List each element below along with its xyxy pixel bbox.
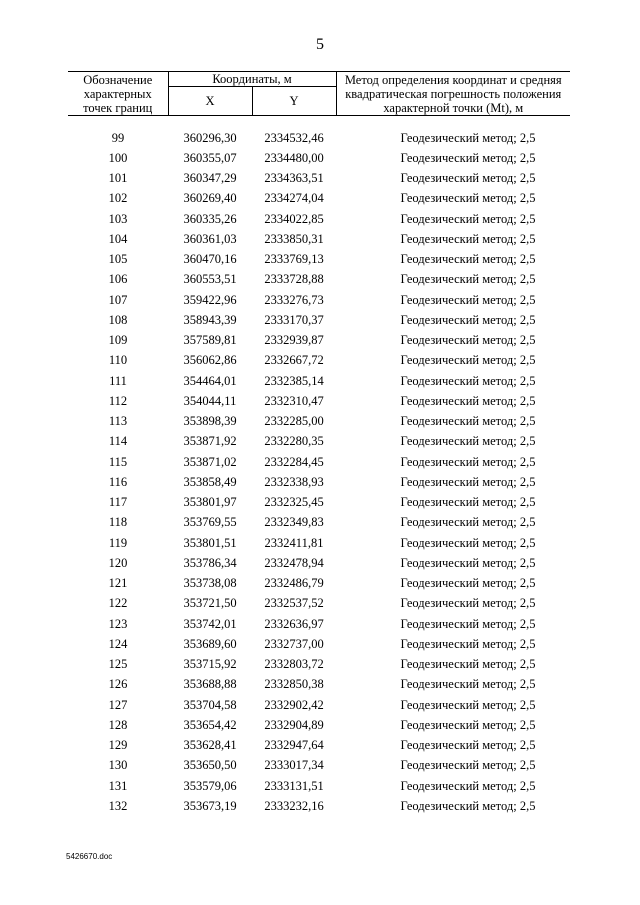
method-cell: Геодезический метод; 2,5 bbox=[400, 252, 536, 267]
x-cell: 353738,08 bbox=[183, 576, 237, 591]
method-cell: Геодезический метод; 2,5 bbox=[400, 333, 536, 348]
y-cell: 2334022,85 bbox=[264, 211, 324, 226]
y-cell: 2332349,83 bbox=[264, 515, 324, 530]
point-cell: 127 bbox=[108, 697, 128, 712]
table-row bbox=[68, 351, 570, 371]
x-cell: 354464,01 bbox=[183, 373, 237, 388]
y-cell: 2332338,93 bbox=[264, 474, 324, 489]
point-cell: 116 bbox=[108, 474, 128, 489]
table-row bbox=[68, 574, 570, 594]
method-cell: Геодезический метод; 2,5 bbox=[400, 292, 536, 307]
point-cell: 120 bbox=[108, 555, 128, 570]
method-cell: Геодезический метод; 2,5 bbox=[400, 393, 536, 408]
table-row bbox=[68, 796, 570, 816]
table-row bbox=[68, 310, 570, 330]
method-cell: Геодезический метод; 2,5 bbox=[400, 150, 536, 165]
method-cell: Геодезический метод; 2,5 bbox=[400, 758, 536, 773]
x-cell: 353579,06 bbox=[183, 778, 237, 793]
x-cell: 358943,39 bbox=[183, 312, 237, 327]
table-header bbox=[68, 72, 570, 116]
table-row bbox=[68, 715, 570, 735]
table-row bbox=[68, 148, 570, 168]
x-cell: 360355,07 bbox=[183, 150, 237, 165]
y-cell: 2332411,81 bbox=[264, 535, 324, 550]
x-cell: 353628,41 bbox=[183, 738, 237, 753]
y-cell: 2333276,73 bbox=[264, 292, 324, 307]
y-cell: 2332478,94 bbox=[264, 555, 324, 570]
point-cell: 114 bbox=[108, 434, 128, 449]
table-row bbox=[68, 513, 570, 533]
x-cell: 353650,50 bbox=[183, 758, 237, 773]
x-cell: 360361,03 bbox=[183, 231, 237, 246]
table-row bbox=[68, 371, 570, 391]
y-cell: 2334532,46 bbox=[264, 130, 324, 145]
x-cell: 360335,26 bbox=[183, 211, 237, 226]
table-row bbox=[68, 331, 570, 351]
y-cell: 2333170,37 bbox=[264, 312, 324, 327]
table-row bbox=[68, 209, 570, 229]
x-cell: 360269,40 bbox=[183, 191, 237, 206]
y-cell: 2334363,51 bbox=[264, 171, 324, 186]
method-cell: Геодезический метод; 2,5 bbox=[400, 535, 536, 550]
method-cell: Геодезический метод; 2,5 bbox=[400, 373, 536, 388]
x-cell: 353742,01 bbox=[183, 616, 237, 631]
x-cell: 353898,39 bbox=[183, 414, 237, 429]
method-cell: Геодезический метод; 2,5 bbox=[400, 636, 536, 651]
method-cell: Геодезический метод; 2,5 bbox=[400, 353, 536, 368]
x-cell: 360470,16 bbox=[183, 252, 237, 267]
method-cell: Геодезический метод; 2,5 bbox=[400, 717, 536, 732]
y-cell: 2334480,00 bbox=[264, 150, 324, 165]
method-cell: Геодезический метод; 2,5 bbox=[400, 414, 536, 429]
point-cell: 109 bbox=[108, 333, 128, 348]
point-cell: 123 bbox=[108, 616, 128, 631]
x-cell: 353715,92 bbox=[183, 657, 237, 672]
method-cell: Геодезический метод; 2,5 bbox=[400, 495, 536, 510]
point-cell: 121 bbox=[108, 576, 128, 591]
y-cell: 2332537,52 bbox=[264, 596, 324, 611]
x-header: X bbox=[168, 87, 252, 116]
y-cell: 2332904,89 bbox=[264, 717, 324, 732]
table-row bbox=[68, 614, 570, 634]
point-cell: 108 bbox=[108, 312, 128, 327]
y-cell: 2334274,04 bbox=[264, 191, 324, 206]
method-cell: Геодезический метод; 2,5 bbox=[400, 272, 536, 287]
point-cell: 101 bbox=[108, 171, 128, 186]
table-row bbox=[68, 675, 570, 695]
method-cell: Геодезический метод; 2,5 bbox=[400, 616, 536, 631]
y-cell: 2333850,31 bbox=[264, 231, 324, 246]
x-cell: 353801,97 bbox=[183, 495, 237, 510]
x-cell: 360347,29 bbox=[183, 171, 237, 186]
coordinates-header: Координаты, м bbox=[168, 72, 336, 87]
point-cell: 106 bbox=[108, 272, 128, 287]
point-cell: 118 bbox=[108, 515, 128, 530]
table-row bbox=[68, 290, 570, 310]
method-cell: Геодезический метод; 2,5 bbox=[400, 738, 536, 753]
y-cell: 2332636,97 bbox=[264, 616, 324, 631]
method-cell: Геодезический метод; 2,5 bbox=[400, 171, 536, 186]
point-cell: 119 bbox=[108, 535, 128, 550]
y-cell: 2333131,51 bbox=[264, 778, 324, 793]
point-cell: 107 bbox=[108, 292, 128, 307]
method-cell: Геодезический метод; 2,5 bbox=[400, 434, 536, 449]
table-row bbox=[68, 594, 570, 614]
x-cell: 353858,49 bbox=[183, 474, 237, 489]
table-body bbox=[68, 116, 570, 817]
y-cell: 2332285,00 bbox=[264, 414, 324, 429]
point-cell: 103 bbox=[108, 211, 128, 226]
point-cell: 125 bbox=[108, 657, 128, 672]
y-cell: 2332325,45 bbox=[264, 495, 324, 510]
x-cell: 360296,30 bbox=[183, 130, 237, 145]
point-cell: 129 bbox=[108, 738, 128, 753]
y-cell: 2332385,14 bbox=[264, 373, 324, 388]
point-cell: 131 bbox=[108, 778, 128, 793]
y-cell: 2332939,87 bbox=[264, 333, 324, 348]
table-row bbox=[68, 250, 570, 270]
point-cell: 100 bbox=[108, 150, 128, 165]
point-cell: 111 bbox=[109, 373, 127, 388]
method-cell: Геодезический метод; 2,5 bbox=[400, 191, 536, 206]
point-cell: 112 bbox=[108, 393, 128, 408]
point-cell: 132 bbox=[108, 798, 128, 813]
y-cell: 2332667,72 bbox=[264, 353, 324, 368]
y-cell: 2332902,42 bbox=[264, 697, 324, 712]
method-cell: Геодезический метод; 2,5 bbox=[400, 211, 536, 226]
table-row bbox=[68, 391, 570, 411]
y-cell: 2332850,38 bbox=[264, 677, 324, 692]
table-row bbox=[68, 229, 570, 249]
x-cell: 356062,86 bbox=[183, 353, 237, 368]
method-cell: Геодезический метод; 2,5 bbox=[400, 697, 536, 712]
y-header: Y bbox=[252, 87, 336, 116]
y-cell: 2332280,35 bbox=[264, 434, 324, 449]
point-cell: 99 bbox=[111, 130, 125, 145]
x-cell: 353654,42 bbox=[183, 717, 237, 732]
table-row bbox=[68, 736, 570, 756]
point-cell: 117 bbox=[108, 495, 128, 510]
method-cell: Геодезический метод; 2,5 bbox=[400, 657, 536, 672]
method-cell: Геодезический метод; 2,5 bbox=[400, 515, 536, 530]
y-cell: 2333017,34 bbox=[264, 758, 324, 773]
x-cell: 357589,81 bbox=[183, 333, 237, 348]
table-row bbox=[68, 756, 570, 776]
table-row bbox=[68, 412, 570, 432]
method-cell: Геодезический метод; 2,5 bbox=[400, 231, 536, 246]
table-row bbox=[68, 634, 570, 654]
coordinates-table bbox=[68, 71, 570, 817]
y-cell: 2333769,13 bbox=[264, 252, 324, 267]
point-cell: 105 bbox=[108, 252, 128, 267]
x-cell: 353688,88 bbox=[183, 677, 237, 692]
x-cell: 353769,55 bbox=[183, 515, 237, 530]
table-row bbox=[68, 776, 570, 796]
y-cell: 2332284,45 bbox=[264, 454, 324, 469]
table-row bbox=[68, 533, 570, 553]
table-row bbox=[68, 493, 570, 513]
x-cell: 360553,51 bbox=[183, 272, 237, 287]
point-cell: 124 bbox=[108, 636, 128, 651]
y-cell: 2332737,00 bbox=[264, 636, 324, 651]
y-cell: 2333232,16 bbox=[264, 798, 324, 813]
point-cell: 130 bbox=[108, 758, 128, 773]
method-cell: Геодезический метод; 2,5 bbox=[400, 454, 536, 469]
x-cell: 353704,58 bbox=[183, 697, 237, 712]
table-row bbox=[68, 695, 570, 715]
x-cell: 353786,34 bbox=[183, 555, 237, 570]
point-cell: 126 bbox=[108, 677, 128, 692]
point-designation-header: Обозначение характерных точек границ bbox=[68, 72, 168, 116]
x-cell: 353673,19 bbox=[183, 798, 237, 813]
y-cell: 2332486,79 bbox=[264, 576, 324, 591]
method-cell: Геодезический метод; 2,5 bbox=[400, 778, 536, 793]
y-cell: 2332310,47 bbox=[264, 393, 324, 408]
y-cell: 2333728,88 bbox=[264, 272, 324, 287]
method-cell: Геодезический метод; 2,5 bbox=[400, 798, 536, 813]
x-cell: 353801,51 bbox=[183, 535, 237, 550]
table-row bbox=[68, 553, 570, 573]
table-row bbox=[68, 472, 570, 492]
table-row bbox=[68, 452, 570, 472]
method-cell: Геодезический метод; 2,5 bbox=[400, 130, 536, 145]
x-cell: 354044,11 bbox=[183, 393, 237, 408]
table-row bbox=[68, 128, 570, 148]
method-header: Метод определения координат и средняя квадратическая погрешность положения характерной точки (Mt), м bbox=[336, 72, 570, 116]
point-cell: 110 bbox=[108, 353, 128, 368]
point-cell: 115 bbox=[108, 454, 128, 469]
point-cell: 102 bbox=[108, 191, 128, 206]
x-cell: 353689,60 bbox=[183, 636, 237, 651]
table-row bbox=[68, 655, 570, 675]
table-row bbox=[68, 189, 570, 209]
point-cell: 104 bbox=[108, 231, 128, 246]
table-row bbox=[68, 169, 570, 189]
x-cell: 353721,50 bbox=[183, 596, 237, 611]
point-cell: 128 bbox=[108, 717, 128, 732]
table-row bbox=[68, 270, 570, 290]
x-cell: 353871,02 bbox=[183, 454, 237, 469]
x-cell: 359422,96 bbox=[183, 292, 237, 307]
x-cell: 353871,92 bbox=[183, 434, 237, 449]
method-cell: Геодезический метод; 2,5 bbox=[400, 596, 536, 611]
point-cell: 113 bbox=[108, 414, 128, 429]
method-cell: Геодезический метод; 2,5 bbox=[400, 312, 536, 327]
table-row bbox=[68, 432, 570, 452]
method-cell: Геодезический метод; 2,5 bbox=[400, 474, 536, 489]
page-number: 5 bbox=[316, 36, 324, 53]
y-cell: 2332947,64 bbox=[264, 738, 324, 753]
y-cell: 2332803,72 bbox=[264, 657, 324, 672]
point-cell: 122 bbox=[108, 596, 128, 611]
method-cell: Геодезический метод; 2,5 bbox=[400, 677, 536, 692]
document-filename: 5426670.doc bbox=[66, 852, 113, 861]
method-cell: Геодезический метод; 2,5 bbox=[400, 576, 536, 591]
method-cell: Геодезический метод; 2,5 bbox=[400, 555, 536, 570]
